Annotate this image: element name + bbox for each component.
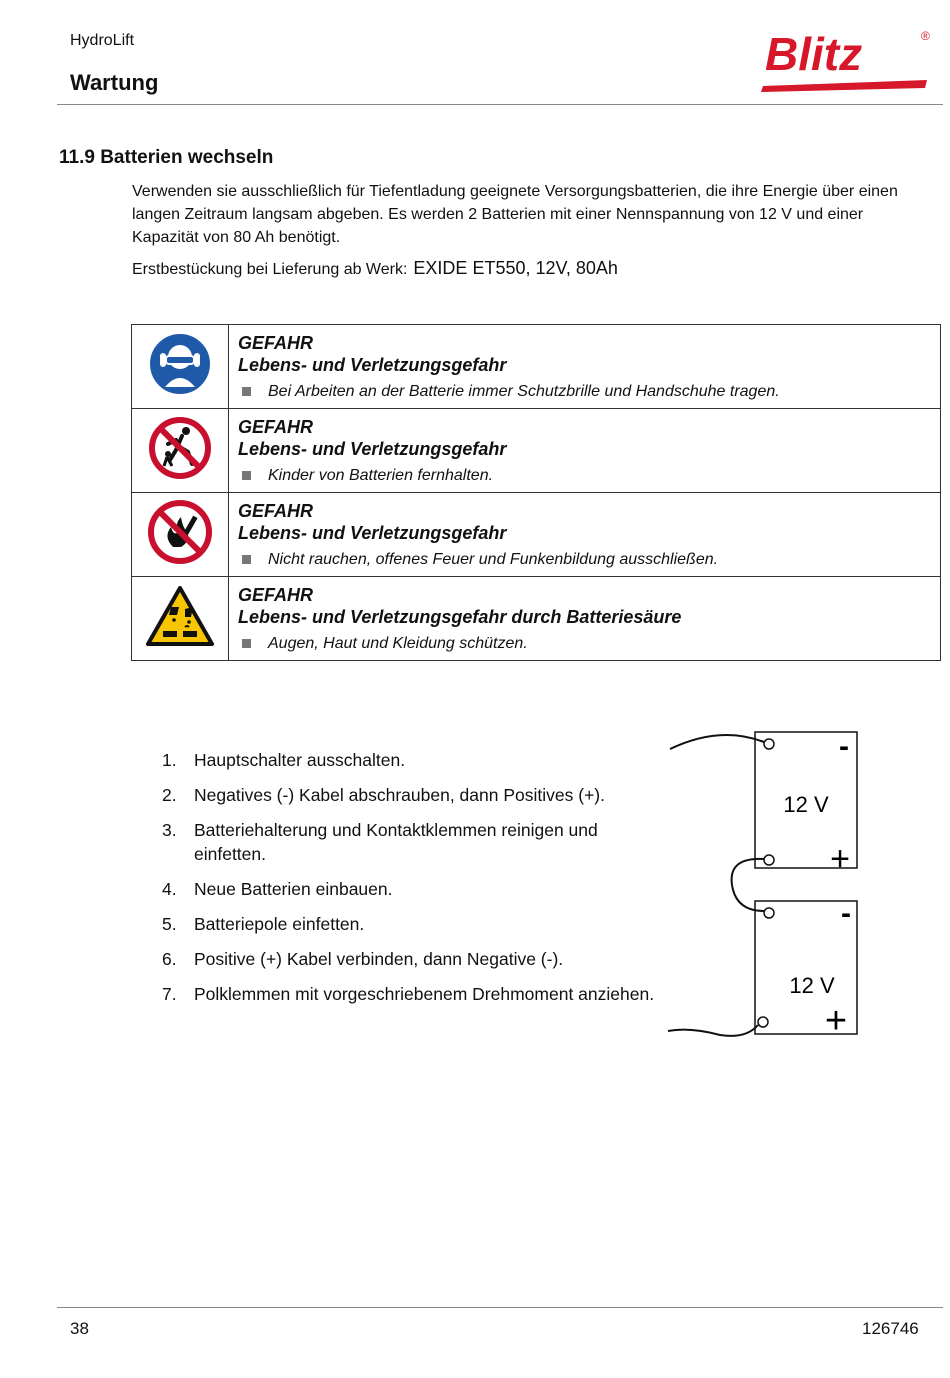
blitz-logo — [755, 26, 935, 96]
procedure-steps — [162, 748, 662, 1017]
warning-instruction: Nicht rauchen, offenes Feuer und Funkenbildung ausschließen. — [268, 551, 719, 568]
plus-label: + — [830, 840, 850, 878]
corrosive-warning-icon — [145, 585, 215, 647]
bullet-square-icon — [242, 471, 251, 480]
bullet-square-icon — [242, 639, 251, 648]
warning-row — [132, 577, 941, 661]
cable-negative — [670, 735, 764, 749]
section-title: 11.9 Batterien wechseln — [59, 147, 274, 168]
voltage-label: 12 V — [783, 792, 829, 817]
battery-wiring-diagram — [660, 725, 870, 1045]
document-number: 126746 — [862, 1319, 919, 1338]
warning-instruction: Kinder von Batterien fernhalten. — [268, 467, 494, 484]
step-number: 6. — [162, 949, 177, 969]
step-number: 4. — [162, 879, 177, 899]
terminal-icon — [764, 739, 774, 749]
bullet-square-icon — [242, 555, 251, 564]
list-item — [162, 748, 662, 772]
logo-text: Blitz — [765, 28, 863, 80]
warning-row — [132, 493, 941, 577]
list-item — [162, 818, 662, 866]
safety-warnings-table — [131, 324, 941, 661]
warning-subtitle: Lebens- und Verletzungsgefahr — [238, 523, 507, 543]
terminal-icon — [764, 855, 774, 865]
initial-equipment — [132, 258, 618, 279]
battery-top — [755, 730, 857, 878]
no-fire-icon — [147, 499, 213, 565]
protective-gear-icon — [147, 331, 213, 397]
warning-subtitle: Lebens- und Verletzungsgefahr durch Batteriesäure — [238, 607, 682, 627]
list-item — [162, 947, 662, 971]
step-number: 7. — [162, 984, 177, 1004]
step-number: 2. — [162, 785, 177, 805]
header-divider — [57, 104, 943, 105]
plus-label: + — [824, 1000, 848, 1042]
warning-title: GEFAHR — [238, 585, 314, 605]
chapter-title: Wartung — [70, 70, 159, 95]
warning-row — [132, 325, 941, 409]
warning-subtitle: Lebens- und Verletzungsgefahr — [238, 355, 507, 375]
intro-paragraph: Verwenden sie ausschließlich für Tiefentladung geeignete Versorgungsbatterien, die ihre Energie über einen langen Zeitraum langsam abgeben. Es werden 2 Batterien mit einer Nennspannung von 12 V und einer Kapazität von 80 Ah benötigt. — [132, 183, 898, 246]
page-number: 38 — [70, 1319, 89, 1338]
step-text: Positive (+) Kabel verbinden, dann Negative (-). — [194, 949, 564, 969]
terminal-icon — [764, 908, 774, 918]
voltage-label: 12 V — [789, 973, 835, 998]
registered-mark: ® — [921, 29, 930, 43]
step-text: Neue Batterien einbauen. — [194, 879, 393, 899]
list-item — [162, 912, 662, 936]
list-item — [162, 783, 662, 807]
step-text: Negatives (-) Kabel abschrauben, dann Positives (+). — [194, 785, 605, 805]
step-number: 1. — [162, 750, 177, 770]
warning-subtitle: Lebens- und Verletzungsgefahr — [238, 439, 507, 459]
warning-title: GEFAHR — [238, 333, 314, 353]
list-item — [162, 982, 662, 1006]
step-number: 3. — [162, 820, 177, 840]
step-text: Batteriepole einfetten. — [194, 914, 365, 934]
warning-row — [132, 409, 941, 493]
cable-positive — [668, 1025, 758, 1036]
warning-instruction: Bei Arbeiten an der Batterie immer Schutzbrille und Handschuhe tragen. — [268, 383, 780, 400]
terminal-icon — [758, 1017, 768, 1027]
step-number: 5. — [162, 914, 177, 934]
no-children-icon — [148, 416, 212, 480]
warning-title: GEFAHR — [238, 501, 314, 521]
step-text: Hauptschalter ausschalten. — [194, 750, 406, 770]
warning-title: GEFAHR — [238, 417, 314, 437]
bullet-square-icon — [242, 387, 251, 396]
initial-equipment-label: Erstbestückung bei Lieferung ab Werk: — [132, 261, 408, 278]
footer-divider — [57, 1307, 943, 1308]
step-text: Polklemmen mit vorgeschriebenem Drehmoment anziehen. — [194, 984, 655, 1004]
warning-instruction: Augen, Haut und Kleidung schützen. — [268, 635, 528, 652]
initial-equipment-value: EXIDE ET550, 12V, 80Ah — [413, 258, 618, 278]
battery-bottom — [755, 897, 857, 1042]
step-text: Batteriehalterung und Kontaktklemmen reinigen und einfetten. — [194, 820, 598, 864]
minus-label: - — [841, 897, 851, 930]
list-item — [162, 877, 662, 901]
product-name: HydroLift — [70, 32, 135, 49]
minus-label: - — [839, 730, 849, 763]
